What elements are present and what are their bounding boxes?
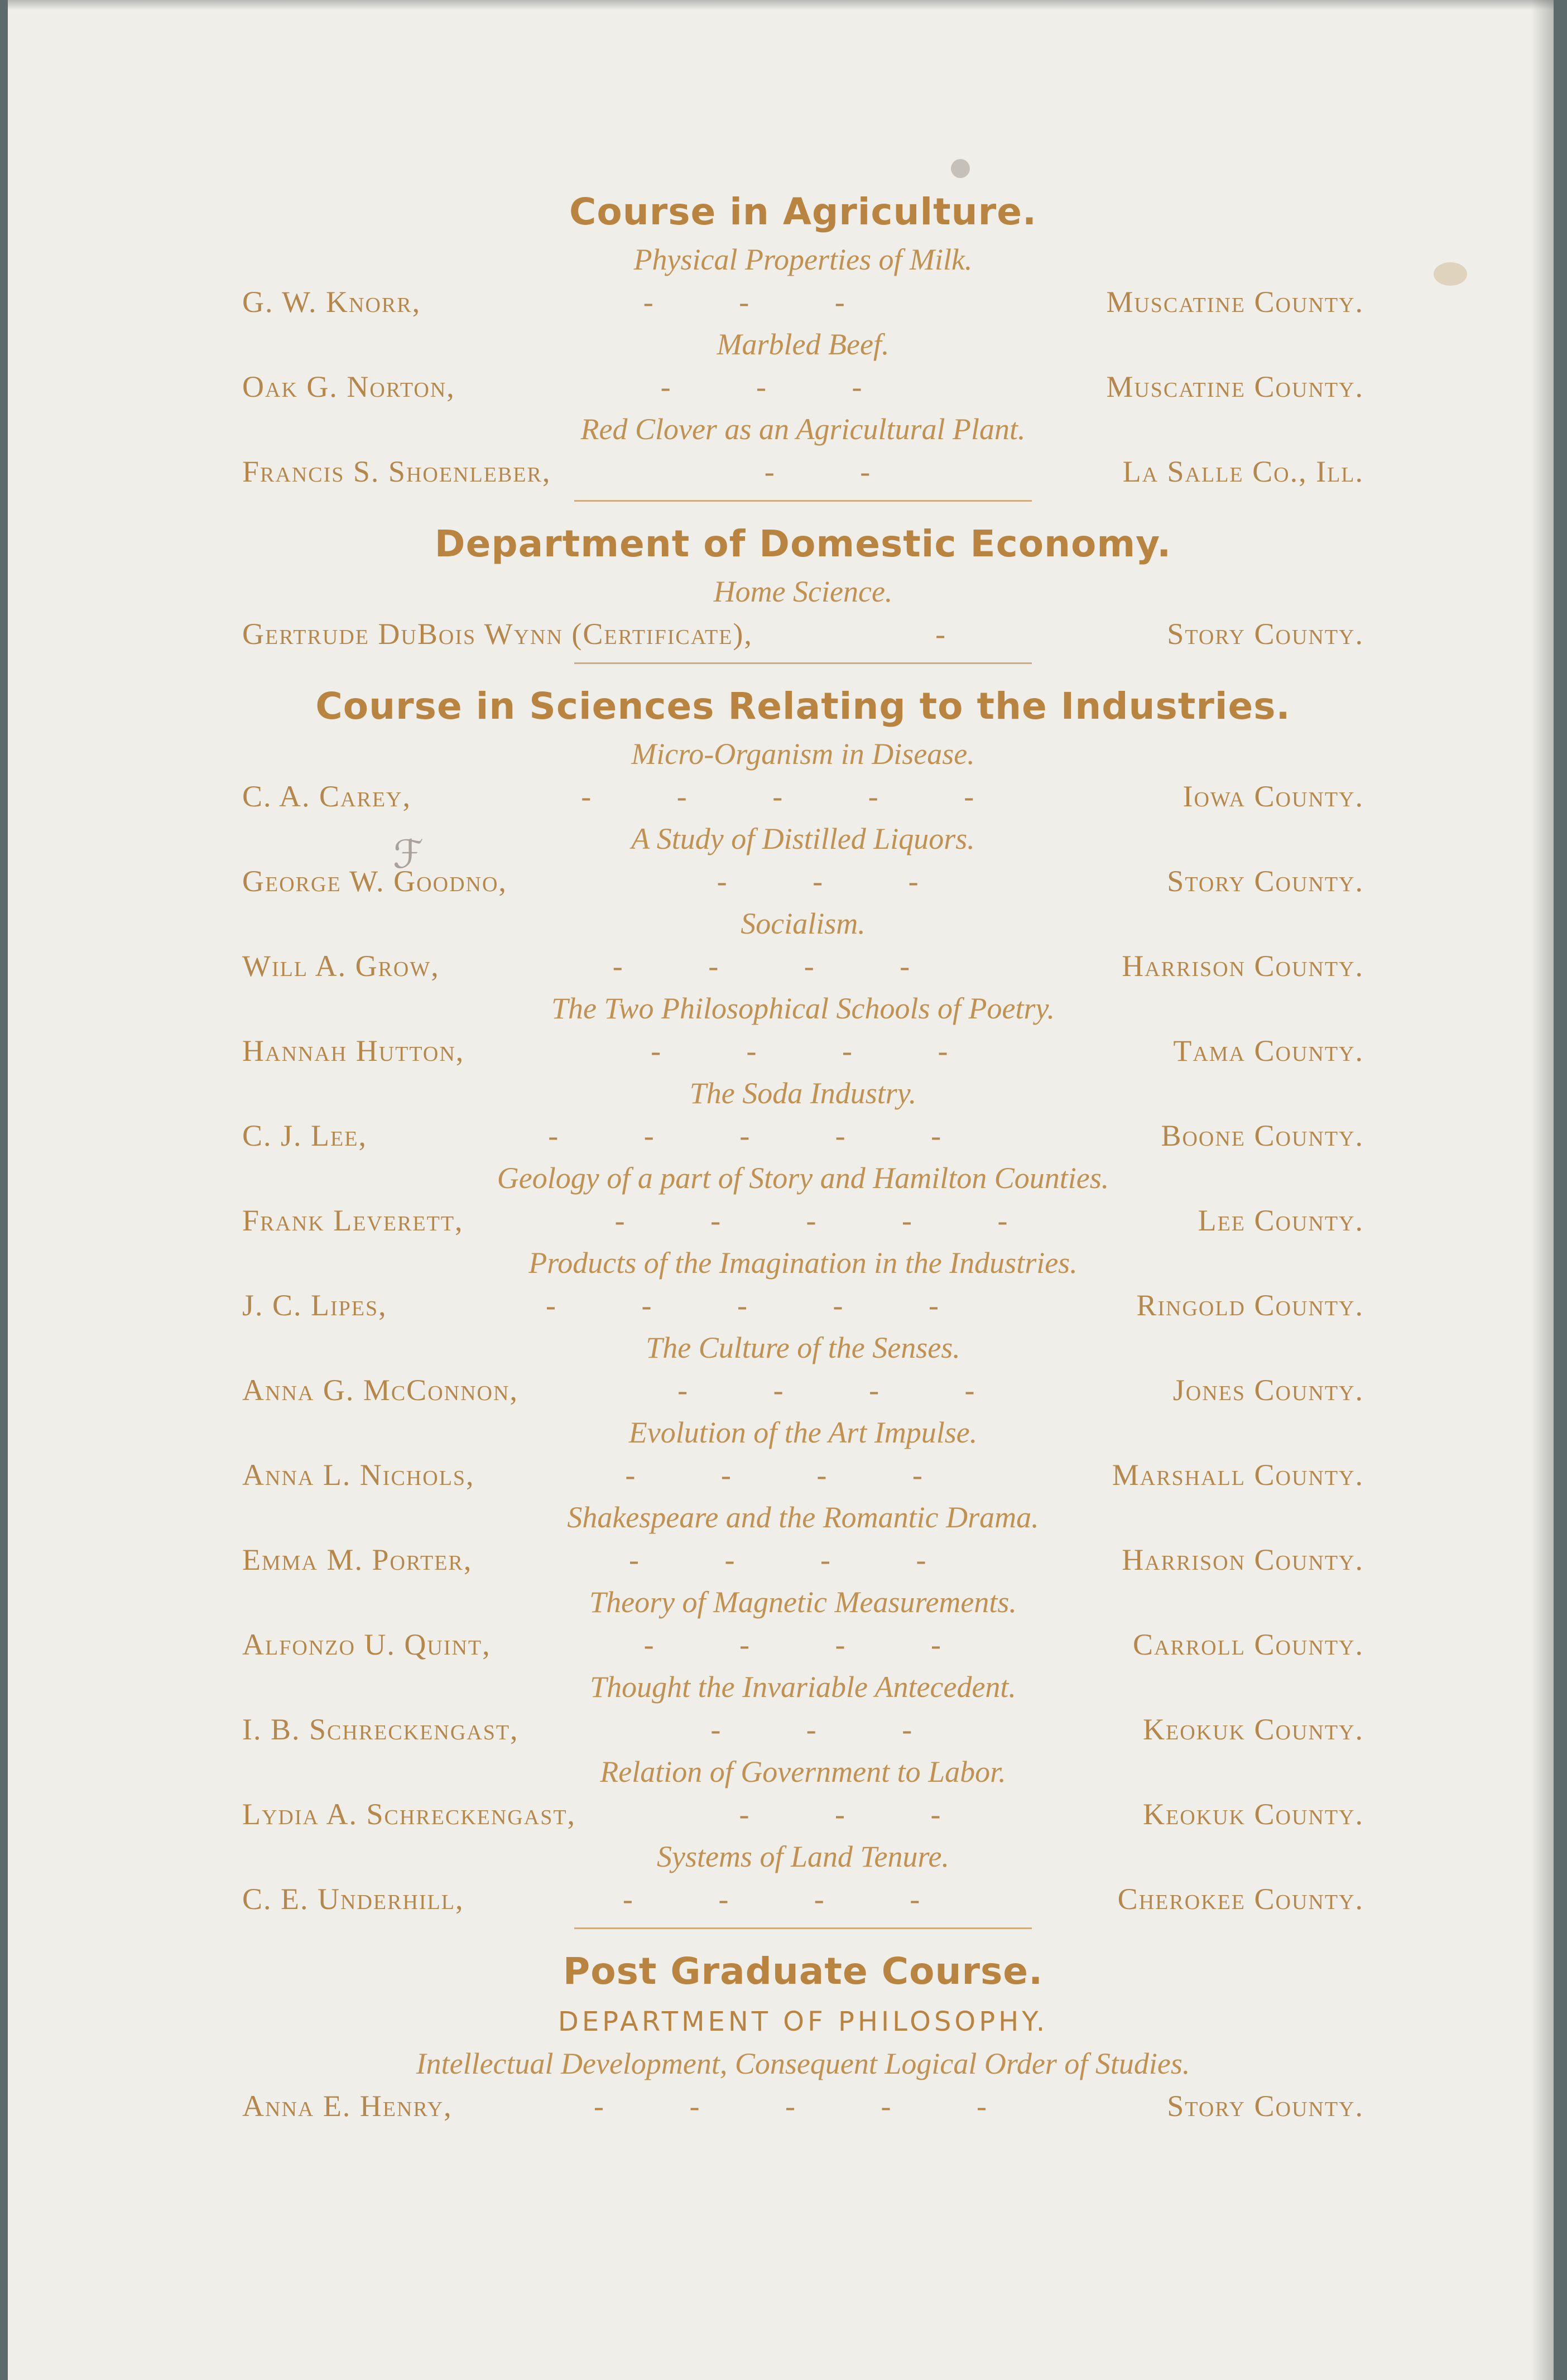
leader-dashes: - - - bbox=[710, 1713, 951, 1746]
thesis-title: A Study of Distilled Liquors. bbox=[631, 822, 975, 855]
thesis-title: Marbled Beef. bbox=[717, 328, 890, 361]
student-county: Keokuk County. bbox=[1143, 1713, 1364, 1746]
section-post-graduate bbox=[242, 1944, 1364, 2129]
entry-row bbox=[242, 1198, 1364, 1243]
student-county: Iowa County. bbox=[1183, 780, 1364, 813]
leader-dashes: - - - bbox=[660, 370, 901, 403]
leader-dashes: - - - - bbox=[625, 1458, 962, 1492]
thesis-title: Intellectual Development, Consequent Logical Order of Studies. bbox=[416, 2047, 1190, 2080]
list-item bbox=[242, 1158, 1364, 1243]
leader-dashes: - - - - bbox=[612, 949, 949, 983]
student-county: Lee County. bbox=[1198, 1204, 1364, 1237]
section-agriculture bbox=[242, 184, 1364, 494]
leader-dashes: - bbox=[935, 617, 985, 651]
thesis-title: Socialism. bbox=[741, 907, 866, 940]
ink-blot bbox=[951, 159, 970, 178]
list-item bbox=[242, 904, 1364, 989]
student-county: La Salle Co., Ill. bbox=[1122, 455, 1364, 488]
leader-dashes: - - - - - bbox=[594, 2089, 1026, 2123]
entry-row bbox=[242, 943, 1364, 989]
student-name: C. J. Lee, bbox=[242, 1119, 367, 1152]
section-heading: Post Graduate Course. bbox=[563, 1950, 1044, 1993]
entry-row bbox=[242, 449, 1364, 494]
leader-dashes: - - - bbox=[643, 285, 884, 319]
student-name: Anna G. McConnon, bbox=[242, 1373, 518, 1407]
thesis-title: Thought the Invariable Antecedent. bbox=[590, 1670, 1016, 1704]
thesis-title: Relation of Government to Labor. bbox=[600, 1755, 1006, 1788]
leader-dashes: - - - - bbox=[651, 1034, 987, 1068]
entry-row bbox=[242, 1706, 1364, 1752]
student-county: Harrison County. bbox=[1122, 1543, 1364, 1576]
student-name: C. A. Carey, bbox=[242, 780, 411, 813]
student-name: Lydia A. Schreckengast, bbox=[242, 1797, 576, 1831]
entry-row bbox=[242, 858, 1364, 904]
student-county: Ringold County. bbox=[1136, 1288, 1364, 1322]
entry-row bbox=[242, 279, 1364, 325]
thesis-title: Products of the Imagination in the Industries. bbox=[528, 1246, 1078, 1280]
list-item bbox=[242, 410, 1364, 494]
student-county: Cherokee County. bbox=[1117, 1882, 1364, 1916]
leader-dashes: - - - - bbox=[629, 1543, 965, 1576]
program-content bbox=[242, 184, 1364, 2132]
student-name: Frank Leverett, bbox=[242, 1204, 464, 1237]
section-heading: Course in Sciences Relating to the Industries. bbox=[315, 685, 1291, 728]
thesis-title: The Culture of the Senses. bbox=[646, 1331, 960, 1364]
department-subheading: DEPARTMENT OF PHILOSOPHY. bbox=[557, 2006, 1049, 2037]
student-county: Marshall County. bbox=[1112, 1458, 1364, 1492]
entry-row bbox=[242, 1791, 1364, 1837]
student-county: Keokuk County. bbox=[1143, 1797, 1364, 1831]
list-item bbox=[242, 819, 1364, 904]
leader-dashes: - - - - bbox=[643, 1628, 980, 1661]
thesis-title: Geology of a part of Story and Hamilton Counties. bbox=[497, 1161, 1109, 1195]
thesis-title: The Two Philosophical Schools of Poetry. bbox=[551, 992, 1055, 1025]
leader-dashes: - - - - bbox=[677, 1373, 1014, 1407]
leader-dashes: - - - - bbox=[622, 1882, 959, 1916]
list-item bbox=[242, 1752, 1364, 1837]
thesis-title: The Soda Industry. bbox=[689, 1076, 917, 1110]
leader-dashes: - - bbox=[764, 455, 910, 488]
list-item bbox=[242, 1328, 1364, 1413]
list-item bbox=[242, 734, 1364, 819]
entry-row bbox=[242, 1367, 1364, 1413]
section-domestic-economy bbox=[242, 516, 1364, 657]
list-item bbox=[242, 2044, 1364, 2129]
list-item bbox=[242, 1667, 1364, 1752]
student-name: Anna L. Nichols, bbox=[242, 1458, 475, 1492]
list-item bbox=[242, 572, 1364, 657]
thesis-title: Theory of Magnetic Measurements. bbox=[589, 1585, 1017, 1619]
list-item bbox=[242, 325, 1364, 410]
student-name: George W. Goodno, bbox=[242, 864, 507, 898]
student-county: Jones County. bbox=[1172, 1373, 1364, 1407]
student-name: C. E. Underhill, bbox=[242, 1882, 464, 1916]
leader-dashes: - - - - - bbox=[546, 1288, 978, 1322]
thesis-title: Red Clover as an Agricultural Plant. bbox=[580, 412, 1026, 446]
divider bbox=[574, 662, 1032, 664]
section-heading: Course in Agriculture. bbox=[569, 190, 1037, 233]
student-county: Story County. bbox=[1167, 617, 1364, 651]
list-item bbox=[242, 1243, 1364, 1328]
student-county: Carroll County. bbox=[1132, 1628, 1364, 1661]
entry-row bbox=[242, 1028, 1364, 1074]
paper-stain bbox=[1434, 262, 1467, 286]
student-name: G. W. Knorr, bbox=[242, 285, 421, 319]
thesis-title: Shakespeare and the Romantic Drama. bbox=[567, 1501, 1039, 1534]
leader-dashes: - - - - - bbox=[581, 780, 1013, 813]
thesis-title: Systems of Land Tenure. bbox=[656, 1840, 950, 1873]
student-county: Story County. bbox=[1167, 864, 1364, 898]
student-name: Will A. Grow, bbox=[242, 949, 440, 983]
thesis-title: Physical Properties of Milk. bbox=[633, 243, 973, 276]
section-sciences-industries bbox=[242, 679, 1364, 1922]
list-item bbox=[242, 240, 1364, 325]
entry-row bbox=[242, 1876, 1364, 1922]
entry-row bbox=[242, 773, 1364, 819]
list-item bbox=[242, 1413, 1364, 1498]
entry-row bbox=[242, 1282, 1364, 1328]
student-county: Muscatine County. bbox=[1106, 285, 1364, 319]
section-heading: Department of Domestic Economy. bbox=[434, 522, 1172, 565]
student-name: I. B. Schreckengast, bbox=[242, 1713, 519, 1746]
student-county: Harrison County. bbox=[1122, 949, 1364, 983]
entry-row bbox=[242, 611, 1364, 657]
pencil-mark: ℱ bbox=[393, 834, 424, 877]
leader-dashes: - - - bbox=[739, 1797, 980, 1831]
leader-dashes: - - - bbox=[717, 864, 958, 898]
list-item bbox=[242, 989, 1364, 1074]
page-top-edge bbox=[8, 0, 1554, 10]
entry-row bbox=[242, 1452, 1364, 1498]
student-county: Muscatine County. bbox=[1106, 370, 1364, 403]
list-item bbox=[242, 1498, 1364, 1583]
entry-row bbox=[242, 2083, 1364, 2129]
leader-dashes: - - - - - bbox=[548, 1119, 980, 1152]
student-county: Story County. bbox=[1167, 2089, 1364, 2123]
list-item bbox=[242, 1583, 1364, 1667]
student-name: Emma M. Porter, bbox=[242, 1543, 473, 1576]
student-name: J. C. Lipes, bbox=[242, 1288, 387, 1322]
student-county: Boone County. bbox=[1161, 1119, 1364, 1152]
thesis-title: Evolution of the Art Impulse. bbox=[628, 1416, 978, 1449]
thesis-title: Home Science. bbox=[713, 575, 893, 608]
student-name: Hannah Hutton, bbox=[242, 1034, 465, 1068]
page-right-edge bbox=[1531, 0, 1554, 2380]
student-name: Oak G. Norton, bbox=[242, 370, 455, 403]
program-page bbox=[8, 0, 1554, 2380]
student-name: Anna E. Henry, bbox=[242, 2089, 453, 2123]
thesis-title: Micro-Organism in Disease. bbox=[631, 737, 975, 771]
list-item bbox=[242, 1074, 1364, 1158]
entry-row bbox=[242, 1537, 1364, 1583]
divider bbox=[574, 500, 1032, 502]
entry-row bbox=[242, 364, 1364, 410]
leader-dashes: - - - - - bbox=[614, 1204, 1047, 1237]
entry-row bbox=[242, 1113, 1364, 1158]
entry-row bbox=[242, 1622, 1364, 1667]
student-name: Gertrude DuBois Wynn (Certificate), bbox=[242, 617, 753, 651]
list-item bbox=[242, 1837, 1364, 1922]
divider bbox=[574, 1927, 1032, 1929]
student-county: Tama County. bbox=[1173, 1034, 1364, 1068]
student-name: Alfonzo U. Quint, bbox=[242, 1628, 491, 1661]
student-name: Francis S. Shoenleber, bbox=[242, 455, 551, 488]
